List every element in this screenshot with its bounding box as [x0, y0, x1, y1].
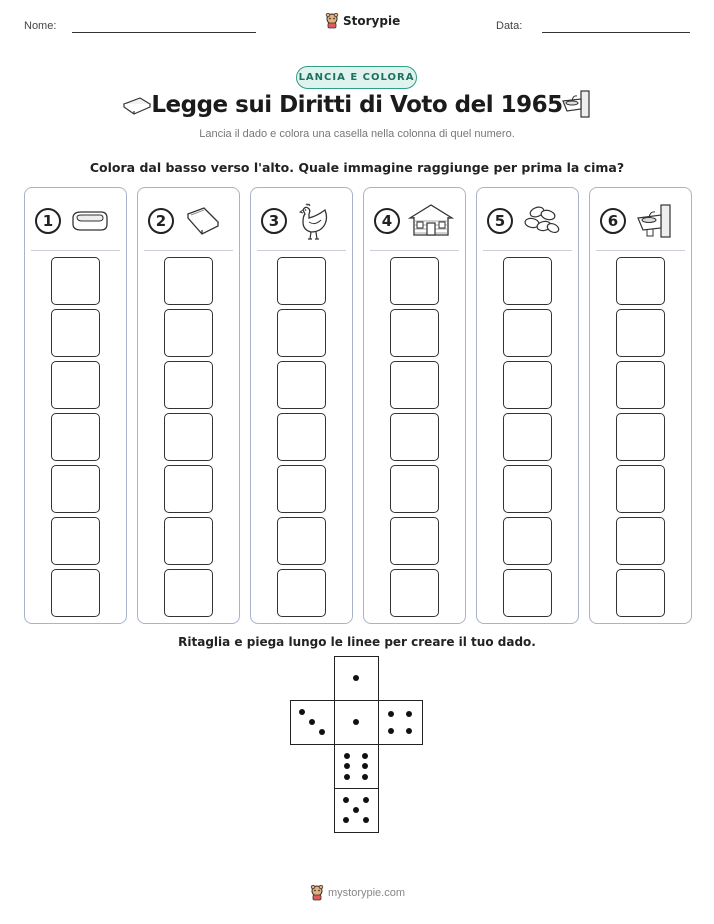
color-cell[interactable] — [164, 465, 213, 513]
color-cell[interactable] — [616, 569, 665, 617]
column-number: 3 — [261, 208, 287, 234]
color-cell[interactable] — [390, 257, 439, 305]
color-cell[interactable] — [164, 309, 213, 357]
color-cell[interactable] — [503, 569, 552, 617]
column-2 — [137, 187, 240, 624]
die-face-3 — [290, 700, 335, 745]
brand-name: Storypie — [343, 14, 401, 28]
die-face-4 — [378, 700, 423, 745]
color-cell[interactable] — [390, 361, 439, 409]
soap-icon — [69, 202, 109, 238]
die-pip — [363, 817, 369, 823]
color-cell[interactable] — [390, 517, 439, 565]
cut-instruction: Ritaglia e piega lungo le linee per creare il tuo dado. — [178, 635, 536, 649]
footer-url[interactable]: mystorypie.com — [328, 887, 406, 899]
date-field[interactable] — [542, 32, 690, 33]
die-pip — [343, 797, 349, 803]
page-title: Legge sui Diritti di Voto del 1965 — [151, 92, 563, 118]
color-cell[interactable] — [503, 361, 552, 409]
color-cell[interactable] — [390, 569, 439, 617]
color-cell[interactable] — [51, 569, 100, 617]
color-cell[interactable] — [51, 309, 100, 357]
color-cell[interactable] — [51, 465, 100, 513]
die-pip — [362, 753, 368, 759]
color-cell[interactable] — [164, 569, 213, 617]
die-pip — [406, 711, 412, 717]
brand-logo — [325, 13, 400, 29]
color-cell[interactable] — [503, 309, 552, 357]
color-cell[interactable] — [616, 257, 665, 305]
die-face-5 — [334, 788, 379, 833]
color-cell[interactable] — [164, 517, 213, 565]
die-pip — [362, 774, 368, 780]
drinking-fountain-icon — [560, 89, 592, 119]
die-pip — [353, 807, 359, 813]
house-icon — [408, 202, 454, 238]
column-5 — [476, 187, 579, 624]
column-6 — [589, 187, 692, 624]
race-columns — [24, 187, 690, 624]
color-cell[interactable] — [277, 309, 326, 357]
column-number: 2 — [148, 208, 174, 234]
chicken-icon — [295, 202, 335, 242]
column-3 — [250, 187, 353, 624]
color-cell[interactable] — [164, 413, 213, 461]
color-cell[interactable] — [616, 517, 665, 565]
color-cell[interactable] — [164, 361, 213, 409]
date-label: Data: — [496, 20, 523, 32]
color-cell[interactable] — [616, 413, 665, 461]
die-pip — [344, 774, 350, 780]
color-cell[interactable] — [503, 517, 552, 565]
activity-badge: LANCIA E COLORA — [296, 66, 417, 89]
die-pip — [344, 763, 350, 769]
color-cell[interactable] — [277, 517, 326, 565]
column-1 — [24, 187, 127, 624]
color-cell[interactable] — [503, 465, 552, 513]
column-number: 5 — [487, 208, 513, 234]
storypie-mascot-icon — [325, 13, 339, 29]
column-4 — [363, 187, 466, 624]
color-cell[interactable] — [277, 413, 326, 461]
color-cell[interactable] — [164, 257, 213, 305]
die-face-6 — [334, 744, 379, 789]
die-face-1 — [334, 656, 379, 701]
color-cell[interactable] — [51, 517, 100, 565]
color-cell[interactable] — [390, 309, 439, 357]
instruction-text: Colora dal basso verso l'alto. Quale immagine raggiunge per prima la cima? — [89, 160, 625, 175]
beans-icon — [521, 202, 561, 238]
color-cell[interactable] — [503, 257, 552, 305]
color-cell[interactable] — [277, 569, 326, 617]
storypie-mascot-icon — [310, 885, 324, 901]
die-pip — [309, 719, 315, 725]
color-cell[interactable] — [616, 361, 665, 409]
subtitle: Lancia il dado e colora una casella nella colonna di quel numero. — [199, 128, 515, 140]
color-cell[interactable] — [277, 361, 326, 409]
footer — [310, 885, 405, 901]
column-number: 6 — [600, 208, 626, 234]
die-pip — [319, 729, 325, 735]
drinking-fountain-icon — [634, 202, 674, 240]
name-label: Nome: — [24, 20, 57, 32]
column-number: 4 — [374, 208, 400, 234]
column-number: 1 — [35, 208, 61, 234]
color-cell[interactable] — [51, 257, 100, 305]
name-field[interactable] — [72, 32, 256, 33]
die-pip — [299, 709, 305, 715]
die-pip — [388, 711, 394, 717]
die-face-1 — [334, 700, 379, 745]
color-cell[interactable] — [616, 309, 665, 357]
die-pip — [363, 797, 369, 803]
die-pip — [388, 728, 394, 734]
die-pip — [406, 728, 412, 734]
color-cell[interactable] — [390, 465, 439, 513]
color-cell[interactable] — [616, 465, 665, 513]
die-pip — [343, 817, 349, 823]
die-pip — [362, 763, 368, 769]
color-cell[interactable] — [503, 413, 552, 461]
book-icon — [182, 202, 222, 238]
color-cell[interactable] — [390, 413, 439, 461]
die-pip — [353, 675, 359, 681]
die-pip — [353, 719, 359, 725]
color-cell[interactable] — [277, 465, 326, 513]
color-cell[interactable] — [51, 361, 100, 409]
color-cell[interactable] — [51, 413, 100, 461]
color-cell[interactable] — [277, 257, 326, 305]
die-pip — [344, 753, 350, 759]
